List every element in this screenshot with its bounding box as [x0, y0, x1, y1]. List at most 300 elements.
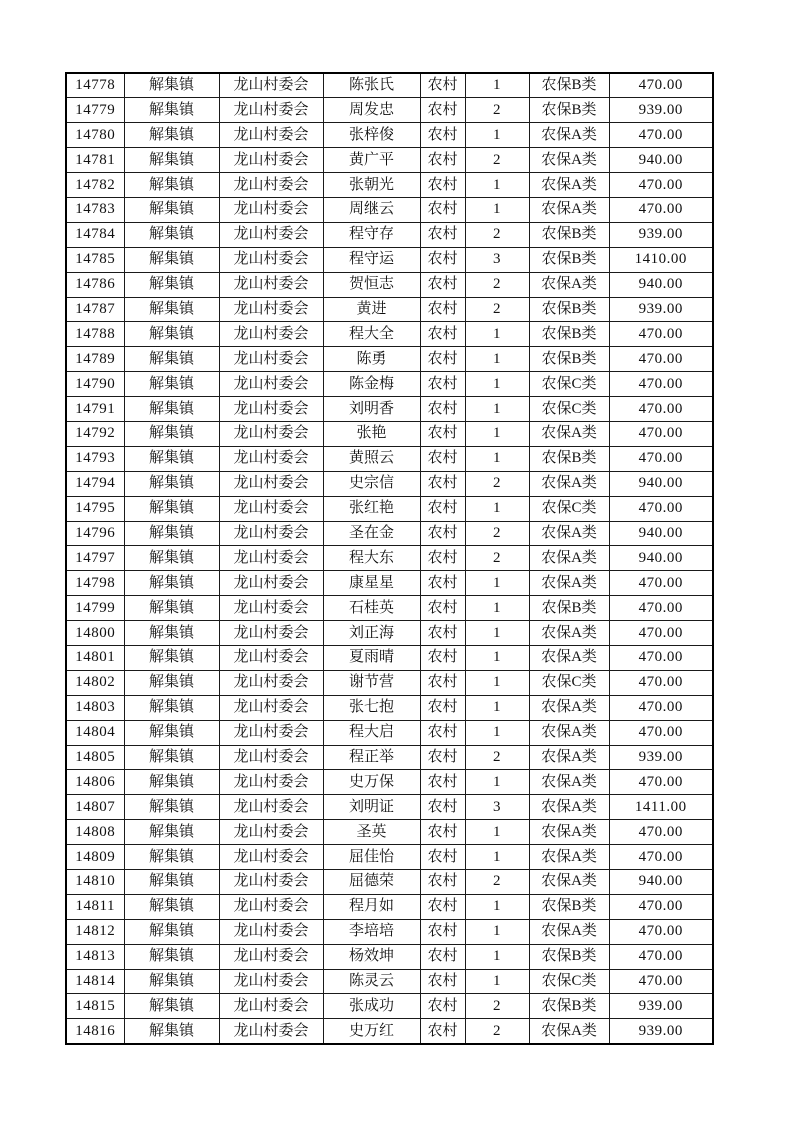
cell-residence-category: 农村: [420, 521, 465, 546]
cell-person-name: 贺恒志: [323, 272, 420, 297]
cell-amount: 939.00: [609, 98, 713, 123]
cell-residence-category: 农村: [420, 372, 465, 397]
cell-amount: 470.00: [609, 894, 713, 919]
cell-village-committee: 龙山村委会: [219, 571, 323, 596]
cell-village-committee: 龙山村委会: [219, 870, 323, 895]
cell-residence-category: 农村: [420, 770, 465, 795]
cell-amount: 470.00: [609, 845, 713, 870]
cell-serial-number: 14809: [66, 845, 124, 870]
cell-town: 解集镇: [124, 521, 219, 546]
cell-insurance-class: 农保B类: [529, 446, 609, 471]
cell-serial-number: 14795: [66, 496, 124, 521]
cell-insurance-class: 农保B类: [529, 347, 609, 372]
cell-insurance-class: 农保B类: [529, 322, 609, 347]
cell-town: 解集镇: [124, 870, 219, 895]
cell-serial-number: 14790: [66, 372, 124, 397]
cell-town: 解集镇: [124, 546, 219, 571]
cell-person-count: 1: [465, 969, 529, 994]
cell-person-name: 程正举: [323, 745, 420, 770]
cell-village-committee: 龙山村委会: [219, 795, 323, 820]
cell-residence-category: 农村: [420, 969, 465, 994]
cell-residence-category: 农村: [420, 919, 465, 944]
table-row: [66, 73, 713, 98]
cell-person-name: 陈金梅: [323, 372, 420, 397]
cell-amount: 470.00: [609, 670, 713, 695]
cell-serial-number: 14806: [66, 770, 124, 795]
cell-insurance-class: 农保A类: [529, 421, 609, 446]
cell-village-committee: 龙山村委会: [219, 247, 323, 272]
cell-insurance-class: 农保B类: [529, 222, 609, 247]
cell-insurance-class: 农保A类: [529, 870, 609, 895]
cell-serial-number: 14783: [66, 197, 124, 222]
cell-serial-number: 14780: [66, 123, 124, 148]
cell-person-name: 史万红: [323, 1019, 420, 1044]
cell-serial-number: 14804: [66, 720, 124, 745]
cell-amount: 940.00: [609, 148, 713, 173]
cell-person-count: 1: [465, 322, 529, 347]
table-row: [66, 621, 713, 646]
cell-serial-number: 14813: [66, 944, 124, 969]
cell-village-committee: 龙山村委会: [219, 596, 323, 621]
cell-residence-category: 农村: [420, 845, 465, 870]
cell-person-name: 杨效坤: [323, 944, 420, 969]
cell-insurance-class: 农保A类: [529, 845, 609, 870]
cell-insurance-class: 农保A类: [529, 820, 609, 845]
cell-person-count: 1: [465, 720, 529, 745]
cell-insurance-class: 农保A类: [529, 571, 609, 596]
cell-residence-category: 农村: [420, 98, 465, 123]
cell-town: 解集镇: [124, 1019, 219, 1044]
cell-serial-number: 14802: [66, 670, 124, 695]
cell-serial-number: 14794: [66, 471, 124, 496]
cell-person-name: 黄进: [323, 297, 420, 322]
cell-amount: 470.00: [609, 73, 713, 98]
cell-person-count: 1: [465, 347, 529, 372]
cell-insurance-class: 农保B类: [529, 894, 609, 919]
cell-person-name: 屈德荣: [323, 870, 420, 895]
cell-person-count: 1: [465, 919, 529, 944]
table-row: [66, 148, 713, 173]
cell-serial-number: 14792: [66, 421, 124, 446]
cell-person-name: 刘明证: [323, 795, 420, 820]
cell-insurance-class: 农保B类: [529, 297, 609, 322]
cell-serial-number: 14815: [66, 994, 124, 1019]
cell-town: 解集镇: [124, 745, 219, 770]
cell-residence-category: 农村: [420, 944, 465, 969]
cell-town: 解集镇: [124, 894, 219, 919]
cell-residence-category: 农村: [420, 645, 465, 670]
cell-village-committee: 龙山村委会: [219, 148, 323, 173]
cell-amount: 470.00: [609, 123, 713, 148]
cell-residence-category: 农村: [420, 347, 465, 372]
cell-person-count: 1: [465, 695, 529, 720]
cell-residence-category: 农村: [420, 247, 465, 272]
cell-person-count: 1: [465, 496, 529, 521]
cell-town: 解集镇: [124, 173, 219, 198]
cell-amount: 470.00: [609, 944, 713, 969]
table-row: [66, 446, 713, 471]
cell-person-count: 2: [465, 471, 529, 496]
cell-amount: 940.00: [609, 521, 713, 546]
cell-village-committee: 龙山村委会: [219, 695, 323, 720]
cell-village-committee: 龙山村委会: [219, 222, 323, 247]
cell-village-committee: 龙山村委会: [219, 98, 323, 123]
cell-residence-category: 农村: [420, 148, 465, 173]
table-row: [66, 397, 713, 422]
cell-insurance-class: 农保C类: [529, 372, 609, 397]
cell-person-name: 刘明香: [323, 397, 420, 422]
cell-village-committee: 龙山村委会: [219, 173, 323, 198]
cell-serial-number: 14785: [66, 247, 124, 272]
cell-village-committee: 龙山村委会: [219, 397, 323, 422]
cell-residence-category: 农村: [420, 695, 465, 720]
cell-village-committee: 龙山村委会: [219, 1019, 323, 1044]
cell-amount: 940.00: [609, 870, 713, 895]
cell-amount: 470.00: [609, 969, 713, 994]
cell-person-name: 屈佳怡: [323, 845, 420, 870]
table-row: [66, 596, 713, 621]
table-row: [66, 770, 713, 795]
cell-person-name: 谢节营: [323, 670, 420, 695]
cell-insurance-class: 农保C类: [529, 670, 609, 695]
cell-serial-number: 14784: [66, 222, 124, 247]
cell-person-count: 2: [465, 870, 529, 895]
cell-town: 解集镇: [124, 795, 219, 820]
cell-town: 解集镇: [124, 820, 219, 845]
cell-amount: 939.00: [609, 994, 713, 1019]
cell-insurance-class: 农保A类: [529, 645, 609, 670]
cell-residence-category: 农村: [420, 123, 465, 148]
benefits-table: [65, 72, 714, 1045]
cell-amount: 470.00: [609, 496, 713, 521]
cell-serial-number: 14807: [66, 795, 124, 820]
cell-serial-number: 14814: [66, 969, 124, 994]
cell-residence-category: 农村: [420, 496, 465, 521]
cell-person-count: 3: [465, 247, 529, 272]
cell-village-committee: 龙山村委会: [219, 994, 323, 1019]
cell-insurance-class: 农保A类: [529, 621, 609, 646]
cell-insurance-class: 农保A类: [529, 1019, 609, 1044]
cell-village-committee: 龙山村委会: [219, 496, 323, 521]
cell-person-name: 黄广平: [323, 148, 420, 173]
cell-person-count: 2: [465, 521, 529, 546]
cell-person-name: 史宗信: [323, 471, 420, 496]
cell-person-count: 2: [465, 222, 529, 247]
cell-village-committee: 龙山村委会: [219, 347, 323, 372]
cell-amount: 470.00: [609, 173, 713, 198]
table-row: [66, 347, 713, 372]
cell-person-count: 2: [465, 148, 529, 173]
cell-residence-category: 农村: [420, 894, 465, 919]
cell-residence-category: 农村: [420, 795, 465, 820]
cell-person-count: 3: [465, 795, 529, 820]
cell-village-committee: 龙山村委会: [219, 471, 323, 496]
cell-town: 解集镇: [124, 372, 219, 397]
cell-serial-number: 14810: [66, 870, 124, 895]
cell-village-committee: 龙山村委会: [219, 621, 323, 646]
cell-village-committee: 龙山村委会: [219, 123, 323, 148]
cell-insurance-class: 农保A类: [529, 695, 609, 720]
cell-insurance-class: 农保A类: [529, 173, 609, 198]
table-row: [66, 645, 713, 670]
cell-person-name: 夏雨晴: [323, 645, 420, 670]
table-row: [66, 173, 713, 198]
table-row: [66, 372, 713, 397]
cell-village-committee: 龙山村委会: [219, 446, 323, 471]
cell-village-committee: 龙山村委会: [219, 73, 323, 98]
cell-person-name: 程守存: [323, 222, 420, 247]
cell-person-name: 康星星: [323, 571, 420, 596]
cell-person-count: 1: [465, 197, 529, 222]
cell-person-count: 1: [465, 123, 529, 148]
cell-town: 解集镇: [124, 446, 219, 471]
cell-person-count: 2: [465, 98, 529, 123]
cell-amount: 939.00: [609, 1019, 713, 1044]
table-row: [66, 870, 713, 895]
cell-village-committee: 龙山村委会: [219, 546, 323, 571]
cell-town: 解集镇: [124, 297, 219, 322]
table-row: [66, 695, 713, 720]
cell-serial-number: 14782: [66, 173, 124, 198]
table-row: [66, 571, 713, 596]
cell-insurance-class: 农保A类: [529, 745, 609, 770]
table-row: [66, 222, 713, 247]
cell-residence-category: 农村: [420, 272, 465, 297]
cell-town: 解集镇: [124, 347, 219, 372]
cell-person-name: 圣英: [323, 820, 420, 845]
cell-residence-category: 农村: [420, 994, 465, 1019]
cell-town: 解集镇: [124, 645, 219, 670]
cell-village-committee: 龙山村委会: [219, 197, 323, 222]
cell-serial-number: 14803: [66, 695, 124, 720]
cell-town: 解集镇: [124, 621, 219, 646]
cell-insurance-class: 农保A类: [529, 770, 609, 795]
cell-person-name: 张梓俊: [323, 123, 420, 148]
cell-person-name: 李培培: [323, 919, 420, 944]
cell-town: 解集镇: [124, 845, 219, 870]
cell-serial-number: 14789: [66, 347, 124, 372]
cell-person-count: 2: [465, 546, 529, 571]
cell-insurance-class: 农保A类: [529, 471, 609, 496]
table-row: [66, 496, 713, 521]
cell-residence-category: 农村: [420, 197, 465, 222]
cell-town: 解集镇: [124, 596, 219, 621]
cell-residence-category: 农村: [420, 322, 465, 347]
cell-serial-number: 14798: [66, 571, 124, 596]
cell-amount: 470.00: [609, 397, 713, 422]
cell-amount: 470.00: [609, 421, 713, 446]
cell-town: 解集镇: [124, 222, 219, 247]
table-row: [66, 919, 713, 944]
cell-insurance-class: 农保C类: [529, 496, 609, 521]
cell-insurance-class: 农保C类: [529, 397, 609, 422]
cell-residence-category: 农村: [420, 621, 465, 646]
cell-town: 解集镇: [124, 670, 219, 695]
cell-person-name: 石桂英: [323, 596, 420, 621]
cell-person-count: 2: [465, 272, 529, 297]
cell-person-name: 程月如: [323, 894, 420, 919]
cell-residence-category: 农村: [420, 173, 465, 198]
cell-amount: 470.00: [609, 645, 713, 670]
table-body: [66, 73, 713, 1044]
cell-village-committee: 龙山村委会: [219, 521, 323, 546]
cell-town: 解集镇: [124, 123, 219, 148]
cell-village-committee: 龙山村委会: [219, 372, 323, 397]
cell-amount: 470.00: [609, 347, 713, 372]
cell-town: 解集镇: [124, 994, 219, 1019]
cell-residence-category: 农村: [420, 73, 465, 98]
table-row: [66, 745, 713, 770]
cell-person-name: 陈勇: [323, 347, 420, 372]
cell-residence-category: 农村: [420, 745, 465, 770]
cell-insurance-class: 农保A类: [529, 148, 609, 173]
cell-residence-category: 农村: [420, 670, 465, 695]
table-row: [66, 670, 713, 695]
cell-person-count: 1: [465, 173, 529, 198]
cell-town: 解集镇: [124, 571, 219, 596]
table-row: [66, 272, 713, 297]
table-row: [66, 521, 713, 546]
cell-residence-category: 农村: [420, 471, 465, 496]
cell-serial-number: 14791: [66, 397, 124, 422]
cell-amount: 470.00: [609, 596, 713, 621]
cell-village-committee: 龙山村委会: [219, 645, 323, 670]
cell-town: 解集镇: [124, 720, 219, 745]
cell-town: 解集镇: [124, 770, 219, 795]
cell-insurance-class: 农保B类: [529, 247, 609, 272]
table-row: [66, 820, 713, 845]
cell-amount: 939.00: [609, 222, 713, 247]
cell-serial-number: 14812: [66, 919, 124, 944]
cell-town: 解集镇: [124, 397, 219, 422]
cell-village-committee: 龙山村委会: [219, 670, 323, 695]
cell-person-count: 2: [465, 297, 529, 322]
cell-person-name: 史万保: [323, 770, 420, 795]
cell-amount: 470.00: [609, 720, 713, 745]
cell-amount: 470.00: [609, 446, 713, 471]
table-row: [66, 247, 713, 272]
table-row: [66, 197, 713, 222]
cell-serial-number: 14800: [66, 621, 124, 646]
cell-amount: 470.00: [609, 372, 713, 397]
cell-village-committee: 龙山村委会: [219, 894, 323, 919]
cell-village-committee: 龙山村委会: [219, 944, 323, 969]
cell-town: 解集镇: [124, 148, 219, 173]
cell-village-committee: 龙山村委会: [219, 322, 323, 347]
cell-residence-category: 农村: [420, 446, 465, 471]
table-row: [66, 795, 713, 820]
cell-serial-number: 14799: [66, 596, 124, 621]
table-row: [66, 297, 713, 322]
cell-residence-category: 农村: [420, 1019, 465, 1044]
table-row: [66, 98, 713, 123]
cell-residence-category: 农村: [420, 297, 465, 322]
cell-insurance-class: 农保B类: [529, 98, 609, 123]
cell-serial-number: 14811: [66, 894, 124, 919]
cell-residence-category: 农村: [420, 397, 465, 422]
cell-person-count: 1: [465, 820, 529, 845]
cell-amount: 470.00: [609, 695, 713, 720]
cell-town: 解集镇: [124, 322, 219, 347]
cell-amount: 470.00: [609, 770, 713, 795]
cell-person-name: 刘正海: [323, 621, 420, 646]
cell-person-count: 1: [465, 645, 529, 670]
cell-serial-number: 14778: [66, 73, 124, 98]
cell-insurance-class: 农保A类: [529, 919, 609, 944]
cell-person-count: 1: [465, 571, 529, 596]
cell-village-committee: 龙山村委会: [219, 845, 323, 870]
cell-person-name: 张七抱: [323, 695, 420, 720]
table-row: [66, 994, 713, 1019]
cell-person-name: 程守运: [323, 247, 420, 272]
table-row: [66, 471, 713, 496]
cell-town: 解集镇: [124, 247, 219, 272]
cell-person-name: 程大启: [323, 720, 420, 745]
cell-person-count: 1: [465, 421, 529, 446]
cell-person-count: 1: [465, 845, 529, 870]
cell-town: 解集镇: [124, 197, 219, 222]
cell-person-count: 1: [465, 944, 529, 969]
table-row: [66, 894, 713, 919]
cell-residence-category: 农村: [420, 222, 465, 247]
cell-serial-number: 14816: [66, 1019, 124, 1044]
cell-town: 解集镇: [124, 421, 219, 446]
cell-residence-category: 农村: [420, 596, 465, 621]
table-row: [66, 123, 713, 148]
cell-amount: 940.00: [609, 546, 713, 571]
cell-serial-number: 14781: [66, 148, 124, 173]
cell-amount: 470.00: [609, 820, 713, 845]
cell-amount: 940.00: [609, 471, 713, 496]
cell-amount: 1411.00: [609, 795, 713, 820]
cell-serial-number: 14808: [66, 820, 124, 845]
table-row: [66, 720, 713, 745]
cell-residence-category: 农村: [420, 421, 465, 446]
cell-village-committee: 龙山村委会: [219, 272, 323, 297]
cell-residence-category: 农村: [420, 820, 465, 845]
cell-insurance-class: 农保A类: [529, 795, 609, 820]
cell-insurance-class: 农保A类: [529, 272, 609, 297]
cell-person-count: 2: [465, 745, 529, 770]
cell-village-committee: 龙山村委会: [219, 720, 323, 745]
table-row: [66, 1019, 713, 1044]
cell-person-name: 张朝光: [323, 173, 420, 198]
cell-person-name: 黄照云: [323, 446, 420, 471]
table-container: [65, 72, 714, 1045]
cell-person-name: 张红艳: [323, 496, 420, 521]
cell-serial-number: 14793: [66, 446, 124, 471]
cell-residence-category: 农村: [420, 870, 465, 895]
cell-amount: 470.00: [609, 322, 713, 347]
cell-person-name: 陈张氏: [323, 73, 420, 98]
cell-person-count: 1: [465, 894, 529, 919]
cell-insurance-class: 农保A类: [529, 521, 609, 546]
table-row: [66, 969, 713, 994]
cell-serial-number: 14779: [66, 98, 124, 123]
cell-town: 解集镇: [124, 919, 219, 944]
cell-person-name: 张成功: [323, 994, 420, 1019]
cell-person-name: 程大东: [323, 546, 420, 571]
cell-residence-category: 农村: [420, 720, 465, 745]
cell-serial-number: 14801: [66, 645, 124, 670]
cell-serial-number: 14796: [66, 521, 124, 546]
cell-town: 解集镇: [124, 969, 219, 994]
cell-person-count: 1: [465, 397, 529, 422]
table-row: [66, 421, 713, 446]
cell-person-count: 1: [465, 372, 529, 397]
cell-town: 解集镇: [124, 98, 219, 123]
cell-village-committee: 龙山村委会: [219, 919, 323, 944]
